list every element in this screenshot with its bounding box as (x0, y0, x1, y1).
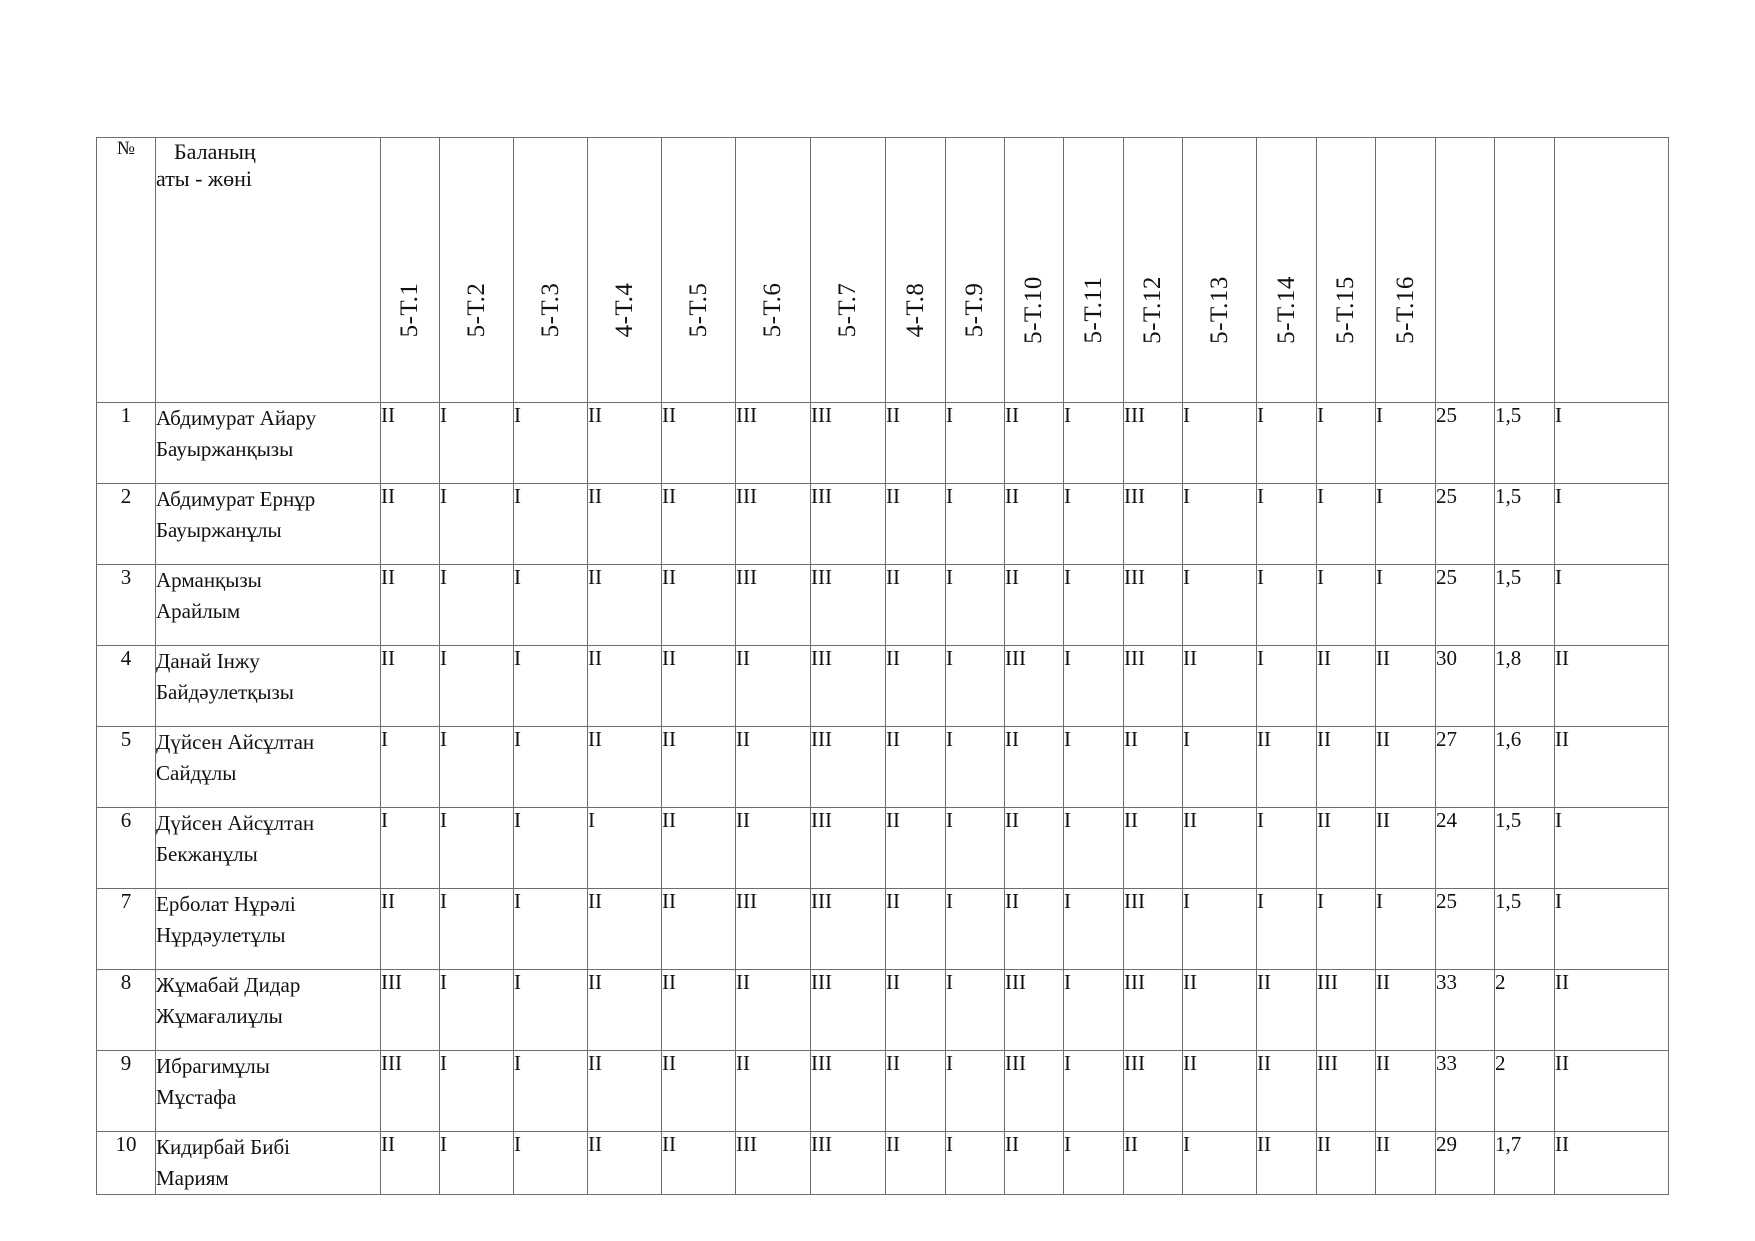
level-cell: II (1555, 646, 1669, 727)
header-task-label: 5-Т.1 (396, 282, 423, 338)
task-score-cell: II (1376, 646, 1436, 727)
task-score-cell: I (946, 727, 1005, 808)
task-score-cell: II (1376, 727, 1436, 808)
task-score-cell: II (736, 727, 811, 808)
level-cell: II (1555, 970, 1669, 1051)
task-score-cell: II (381, 403, 440, 484)
task-score-cell: II (886, 1051, 946, 1132)
task-score-cell: II (1376, 1051, 1436, 1132)
task-score-cell: I (1064, 1051, 1124, 1132)
child-name (156, 646, 381, 727)
task-score-cell: I (1376, 403, 1436, 484)
total-score-cell: 25 (1436, 403, 1495, 484)
task-score-cell: II (1257, 1132, 1317, 1195)
row-number: 9 (97, 1051, 156, 1132)
average-score-cell: 2 (1495, 970, 1555, 1051)
header-task-13 (1183, 138, 1257, 403)
task-score-cell: III (1005, 970, 1064, 1051)
task-score-cell: II (886, 1132, 946, 1195)
child-name (156, 970, 381, 1051)
task-score-cell: I (514, 727, 588, 808)
total-score-cell: 27 (1436, 727, 1495, 808)
task-score-cell: I (1257, 889, 1317, 970)
task-score-cell: I (1257, 565, 1317, 646)
task-score-cell: II (886, 403, 946, 484)
row-number: 3 (97, 565, 156, 646)
task-score-cell: II (1376, 970, 1436, 1051)
task-score-cell: III (811, 889, 886, 970)
row-number: 1 (97, 403, 156, 484)
level-cell: I (1555, 565, 1669, 646)
header-task-15 (1317, 138, 1376, 403)
header-task-label: 5-Т.2 (462, 282, 490, 338)
header-extra-2 (1495, 138, 1555, 403)
task-score-cell: III (736, 1132, 811, 1195)
table-row (97, 1051, 1669, 1132)
task-score-cell: III (811, 808, 886, 889)
task-score-cell: II (1005, 808, 1064, 889)
task-score-cell: II (1005, 565, 1064, 646)
task-score-cell: I (440, 484, 514, 565)
child-name-line2: Бауыржанұлы (156, 518, 282, 542)
task-score-cell: I (1317, 889, 1376, 970)
header-task-10 (1005, 138, 1064, 403)
average-score-cell: 1,5 (1495, 565, 1555, 646)
header-extra-3 (1555, 138, 1669, 403)
task-score-cell: I (440, 727, 514, 808)
task-score-cell: III (811, 1132, 886, 1195)
task-score-cell: II (1183, 1051, 1257, 1132)
task-score-cell: I (946, 484, 1005, 565)
task-score-cell: II (381, 484, 440, 565)
task-score-cell: I (440, 889, 514, 970)
task-score-cell: I (514, 889, 588, 970)
header-task-14 (1257, 138, 1317, 403)
task-score-cell: I (1064, 889, 1124, 970)
task-score-cell: II (1124, 808, 1183, 889)
task-score-cell: III (1124, 565, 1183, 646)
task-score-cell: II (1005, 484, 1064, 565)
task-score-cell: I (440, 646, 514, 727)
task-score-cell: I (1064, 565, 1124, 646)
child-name-line1: Ерболат Нұрәлі (156, 892, 296, 916)
task-score-cell: II (1005, 403, 1064, 484)
task-score-cell: II (588, 484, 662, 565)
task-score-cell: II (886, 484, 946, 565)
task-score-cell: II (1183, 970, 1257, 1051)
task-score-cell: II (662, 808, 736, 889)
row-number: 7 (97, 889, 156, 970)
task-score-cell: I (1317, 403, 1376, 484)
total-score-cell: 30 (1436, 646, 1495, 727)
level-cell: I (1555, 808, 1669, 889)
task-score-cell: I (1064, 808, 1124, 889)
task-score-cell: I (1064, 646, 1124, 727)
task-score-cell: I (381, 727, 440, 808)
total-score-cell: 25 (1436, 484, 1495, 565)
task-score-cell: II (886, 970, 946, 1051)
task-score-cell: I (946, 808, 1005, 889)
child-name-line1: Абдимурат Ернұр (156, 487, 316, 511)
row-number: 6 (97, 808, 156, 889)
task-score-cell: I (1317, 484, 1376, 565)
task-score-cell: II (886, 646, 946, 727)
task-score-cell: II (588, 565, 662, 646)
child-name-line2: Байдәулетқызы (156, 680, 294, 704)
child-name-line1: Кидирбай Бибі (156, 1135, 290, 1159)
child-name-line1: Данай Інжу (156, 649, 260, 673)
child-name-line1: Арманқызы (156, 568, 262, 592)
child-name-line2: Сайдұлы (156, 761, 237, 785)
task-score-cell: III (1005, 646, 1064, 727)
header-task-3 (514, 138, 588, 403)
table-row (97, 970, 1669, 1051)
task-score-cell: I (514, 970, 588, 1051)
task-score-cell: II (1005, 889, 1064, 970)
task-score-cell: II (381, 889, 440, 970)
task-score-cell: III (736, 484, 811, 565)
header-name-line2: аты - жөні (156, 166, 253, 191)
task-score-cell: III (1124, 889, 1183, 970)
task-score-cell: I (440, 565, 514, 646)
average-score-cell: 1,7 (1495, 1132, 1555, 1195)
task-score-cell: III (811, 403, 886, 484)
task-score-cell: II (588, 727, 662, 808)
task-score-cell: I (1183, 889, 1257, 970)
header-task-6 (736, 138, 811, 403)
child-name-line2: Нұрдәулетұлы (156, 923, 286, 947)
task-score-cell: II (1183, 808, 1257, 889)
task-score-cell: I (381, 808, 440, 889)
task-score-cell: II (381, 646, 440, 727)
table-row (97, 646, 1669, 727)
table-header (97, 138, 1669, 403)
task-score-cell: I (1376, 565, 1436, 646)
table-row (97, 484, 1669, 565)
task-score-cell: III (736, 889, 811, 970)
task-score-cell: II (1183, 646, 1257, 727)
task-score-cell: II (736, 646, 811, 727)
table-body (97, 403, 1669, 1195)
task-score-cell: I (440, 970, 514, 1051)
header-task-label: 5-Т.9 (961, 282, 988, 338)
task-score-cell: I (946, 565, 1005, 646)
header-task-label: 4-Т.8 (901, 282, 929, 338)
level-cell: I (1555, 889, 1669, 970)
task-score-cell: I (1183, 1132, 1257, 1195)
row-number: 5 (97, 727, 156, 808)
level-cell: I (1555, 484, 1669, 565)
task-score-cell: I (1257, 403, 1317, 484)
task-score-cell: II (381, 1132, 440, 1195)
child-name-line2: Арайлым (156, 599, 241, 623)
total-score-cell: 24 (1436, 808, 1495, 889)
task-score-cell: I (440, 1051, 514, 1132)
task-score-cell: II (886, 808, 946, 889)
task-score-cell: II (588, 1051, 662, 1132)
task-score-cell: III (811, 727, 886, 808)
average-score-cell: 1,5 (1495, 484, 1555, 565)
task-score-cell: III (811, 970, 886, 1051)
child-name-line2: Мариям (156, 1166, 229, 1190)
header-name-line1: Баланың (174, 139, 256, 164)
header-task-2 (440, 138, 514, 403)
child-name-line1: Дүйсен Айсұлтан (156, 811, 315, 835)
header-task-16 (1376, 138, 1436, 403)
task-score-cell: I (1257, 646, 1317, 727)
header-extra-1 (1436, 138, 1495, 403)
task-score-cell: II (1005, 727, 1064, 808)
task-score-cell: II (381, 565, 440, 646)
task-score-cell: II (1124, 727, 1183, 808)
task-score-cell: II (662, 889, 736, 970)
task-score-cell: II (886, 727, 946, 808)
total-score-cell: 33 (1436, 1051, 1495, 1132)
task-score-cell: I (946, 889, 1005, 970)
child-name (156, 565, 381, 646)
child-name-line1: Дүйсен Айсұлтан (156, 730, 315, 754)
header-number: № (97, 138, 156, 403)
task-score-cell: II (736, 1051, 811, 1132)
task-score-cell: I (440, 403, 514, 484)
task-score-cell: I (514, 565, 588, 646)
task-score-cell: II (662, 727, 736, 808)
task-score-cell: II (886, 565, 946, 646)
task-score-cell: II (662, 484, 736, 565)
task-score-cell: II (588, 889, 662, 970)
table-row (97, 808, 1669, 889)
row-number: 10 (97, 1132, 156, 1195)
task-score-cell: I (514, 403, 588, 484)
task-score-cell: I (1064, 1132, 1124, 1195)
header-task-12 (1124, 138, 1183, 403)
task-score-cell: I (1376, 889, 1436, 970)
task-score-cell: III (381, 970, 440, 1051)
task-score-cell: I (514, 646, 588, 727)
header-task-1 (381, 138, 440, 403)
task-score-cell: I (946, 970, 1005, 1051)
child-name-line2: Жұмағалиұлы (156, 1004, 283, 1028)
header-row (97, 138, 1669, 403)
task-score-cell: II (662, 1132, 736, 1195)
header-task-label: 5-Т.11 (1079, 276, 1107, 344)
table-row (97, 727, 1669, 808)
header-child-name (156, 138, 381, 403)
task-score-cell: I (514, 1051, 588, 1132)
assessment-table (96, 137, 1669, 1195)
task-score-cell: I (946, 1051, 1005, 1132)
task-score-cell: I (946, 403, 1005, 484)
table-row (97, 565, 1669, 646)
level-cell: II (1555, 1132, 1669, 1195)
task-score-cell: I (1064, 727, 1124, 808)
task-score-cell: I (1064, 403, 1124, 484)
header-task-label: 5-Т.10 (1020, 276, 1047, 344)
header-task-label: 5-Т.16 (1391, 276, 1419, 344)
task-score-cell: I (1317, 565, 1376, 646)
header-task-label: 4-Т.4 (610, 282, 638, 338)
header-task-label: 5-Т.13 (1205, 276, 1233, 344)
header-task-label: 5-Т.5 (684, 282, 712, 338)
task-score-cell: II (886, 889, 946, 970)
task-score-cell: III (811, 484, 886, 565)
child-name (156, 889, 381, 970)
task-score-cell: II (1005, 1132, 1064, 1195)
task-score-cell: III (1124, 403, 1183, 484)
header-task-label: 5-Т.15 (1332, 276, 1359, 344)
task-score-cell: II (1257, 970, 1317, 1051)
task-score-cell: III (736, 403, 811, 484)
task-score-cell: III (1124, 484, 1183, 565)
table-row (97, 1132, 1669, 1195)
task-score-cell: II (662, 403, 736, 484)
task-score-cell: II (1376, 808, 1436, 889)
row-number: 8 (97, 970, 156, 1051)
task-score-cell: III (1005, 1051, 1064, 1132)
row-number: 2 (97, 484, 156, 565)
child-name (156, 808, 381, 889)
average-score-cell: 2 (1495, 1051, 1555, 1132)
header-task-5 (662, 138, 736, 403)
task-score-cell: III (1317, 970, 1376, 1051)
average-score-cell: 1,5 (1495, 889, 1555, 970)
task-score-cell: II (1317, 646, 1376, 727)
task-score-cell: II (662, 970, 736, 1051)
task-score-cell: III (1317, 1051, 1376, 1132)
child-name-line2: Бекжанұлы (156, 842, 258, 866)
level-cell: II (1555, 1051, 1669, 1132)
task-score-cell: II (662, 1051, 736, 1132)
child-name-line1: Ибрагимұлы (156, 1054, 270, 1078)
task-score-cell: I (1183, 727, 1257, 808)
child-name-line1: Абдимурат Айару (156, 406, 317, 430)
task-score-cell: II (1376, 1132, 1436, 1195)
header-task-9 (946, 138, 1005, 403)
task-score-cell: I (440, 808, 514, 889)
task-score-cell: II (736, 808, 811, 889)
task-score-cell: II (1317, 727, 1376, 808)
table-row (97, 403, 1669, 484)
task-score-cell: II (588, 1132, 662, 1195)
task-score-cell: I (1064, 970, 1124, 1051)
child-name-line1: Жұмабай Дидар (156, 973, 301, 997)
task-score-cell: III (811, 565, 886, 646)
task-score-cell: I (946, 1132, 1005, 1195)
task-score-cell: III (736, 565, 811, 646)
child-name-line2: Мұстафа (156, 1085, 237, 1109)
average-score-cell: 1,5 (1495, 403, 1555, 484)
task-score-cell: III (1124, 646, 1183, 727)
task-score-cell: I (1257, 808, 1317, 889)
child-name (156, 1051, 381, 1132)
task-score-cell: II (588, 403, 662, 484)
total-score-cell: 25 (1436, 565, 1495, 646)
task-score-cell: II (662, 565, 736, 646)
average-score-cell: 1,5 (1495, 808, 1555, 889)
task-score-cell: III (811, 646, 886, 727)
task-score-cell: I (1064, 484, 1124, 565)
header-task-11 (1064, 138, 1124, 403)
level-cell: II (1555, 727, 1669, 808)
task-score-cell: I (440, 1132, 514, 1195)
task-score-cell: I (946, 646, 1005, 727)
header-task-label: 5-Т.14 (1272, 276, 1300, 344)
header-task-label: 5-Т.12 (1139, 276, 1166, 344)
task-score-cell: I (1183, 484, 1257, 565)
task-score-cell: II (1124, 1132, 1183, 1195)
task-score-cell: I (514, 808, 588, 889)
task-score-cell: III (1124, 1051, 1183, 1132)
task-score-cell: II (588, 646, 662, 727)
header-task-7 (811, 138, 886, 403)
table-row (97, 889, 1669, 970)
level-cell: I (1555, 403, 1669, 484)
total-score-cell: 25 (1436, 889, 1495, 970)
task-score-cell: II (1317, 1132, 1376, 1195)
header-task-label: 5-Т.3 (536, 282, 564, 338)
row-number: 4 (97, 646, 156, 727)
child-name-line2: Бауыржанқызы (156, 437, 294, 461)
task-score-cell: II (662, 646, 736, 727)
child-name (156, 727, 381, 808)
task-score-cell: II (1257, 1051, 1317, 1132)
header-task-label: 5-Т.7 (834, 282, 861, 338)
task-score-cell: III (811, 1051, 886, 1132)
task-score-cell: III (381, 1051, 440, 1132)
task-score-cell: I (1183, 565, 1257, 646)
header-task-label: 5-Т.6 (759, 282, 786, 338)
task-score-cell: II (588, 970, 662, 1051)
child-name (156, 484, 381, 565)
child-name (156, 1132, 381, 1195)
total-score-cell: 29 (1436, 1132, 1495, 1195)
task-score-cell: I (1376, 484, 1436, 565)
task-score-cell: I (514, 1132, 588, 1195)
total-score-cell: 33 (1436, 970, 1495, 1051)
task-score-cell: I (514, 484, 588, 565)
task-score-cell: II (1257, 727, 1317, 808)
task-score-cell: I (1257, 484, 1317, 565)
task-score-cell: III (1124, 970, 1183, 1051)
task-score-cell: II (1317, 808, 1376, 889)
child-name (156, 403, 381, 484)
header-task-8 (886, 138, 946, 403)
header-task-4 (588, 138, 662, 403)
average-score-cell: 1,6 (1495, 727, 1555, 808)
task-score-cell: I (588, 808, 662, 889)
task-score-cell: I (1183, 403, 1257, 484)
average-score-cell: 1,8 (1495, 646, 1555, 727)
task-score-cell: II (736, 970, 811, 1051)
